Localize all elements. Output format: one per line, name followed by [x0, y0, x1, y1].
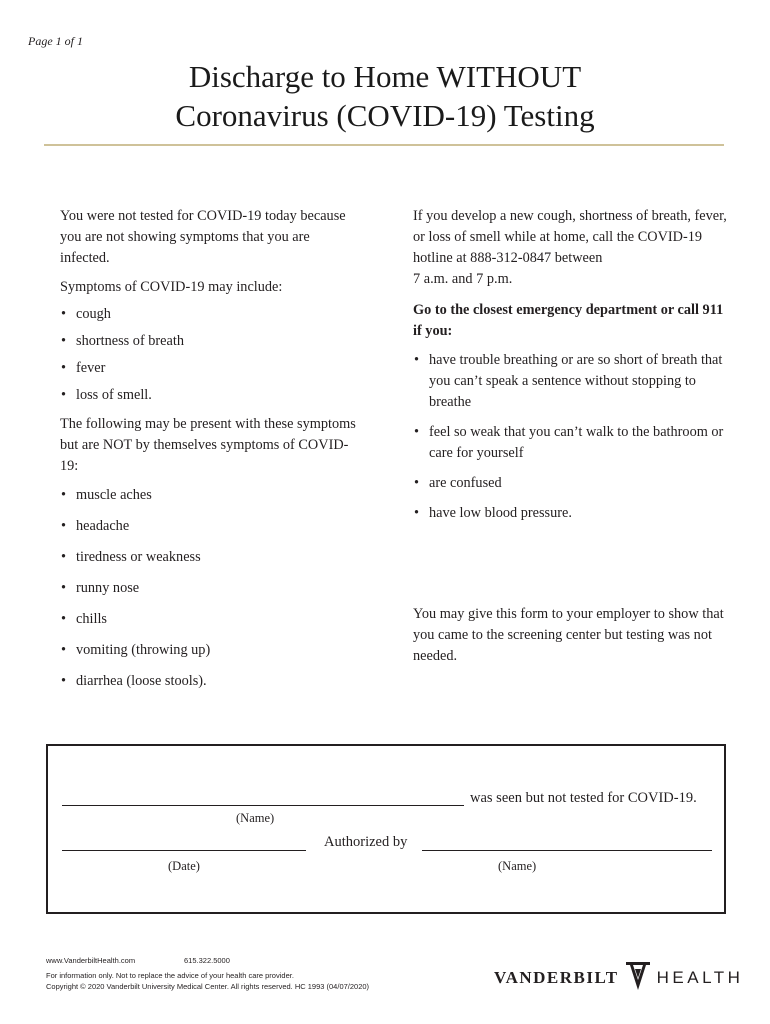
- left-column: [60, 206, 360, 692]
- vanderbilt-health-logo: [494, 962, 743, 994]
- footer-website: www.VanderbiltHealth.com: [46, 956, 136, 965]
- list-item: • loss of smell.: [60, 385, 360, 406]
- list-item: • runny nose: [60, 578, 360, 599]
- list-item: • cough: [60, 304, 360, 325]
- employer-note: You may give this form to your employer to show that you came to the screening center but testing was not needed.: [413, 606, 724, 664]
- list-item: • muscle aches: [60, 485, 360, 506]
- emergency-list: [413, 350, 733, 524]
- symptoms-list: [60, 304, 360, 406]
- page-title-line-2: Coronavirus (COVID-19) Testing: [175, 98, 595, 133]
- footer-disclaimer: For information only. Not to replace the advice of your health care provider.: [46, 971, 294, 980]
- page-title-line-1: Discharge to Home WITHOUT: [188, 59, 582, 94]
- logo-text-left: VANDERBILT: [494, 968, 619, 987]
- authorization-form: [46, 744, 726, 914]
- page-number: Page 1 of 1: [28, 34, 83, 48]
- name-caption: (Name): [236, 811, 275, 825]
- hotline-paragraph: If you develop a new cough, shortness of breath, fever, or loss of smell while at home, call the COVID-19 hotline at 888-312-0847 between: [413, 208, 727, 266]
- symptoms-heading: Symptoms of COVID-19 may include:: [60, 279, 283, 295]
- authorizer-name-line[interactable]: [422, 850, 712, 851]
- intro-paragraph: You were not tested for COVID-19 today because you are not showing symptoms that you are infected.: [60, 208, 346, 266]
- title-divider: [44, 144, 724, 146]
- list-item: • have trouble breathing or are so short of breath that you can’t speak a sentence without stopping to breathe: [413, 350, 733, 413]
- footer-phone: 615.322.5000: [184, 956, 230, 965]
- authorized-by-label: Authorized by: [324, 834, 408, 850]
- list-item: • fever: [60, 358, 360, 379]
- list-item: • are confused: [413, 473, 733, 494]
- other-symptoms-list: [60, 485, 360, 692]
- authorizer-name-caption: (Name): [498, 859, 537, 873]
- footer-copyright: Copyright © 2020 Vanderbilt University Medical Center. All rights reserved. HC 1993 (04/07/2020): [46, 982, 370, 991]
- list-item: • have low blood pressure.: [413, 503, 733, 524]
- list-item: • diarrhea (loose stools).: [60, 671, 360, 692]
- list-item: • chills: [60, 609, 360, 630]
- date-line[interactable]: [62, 850, 306, 851]
- list-item: • feel so weak that you can’t walk to the bathroom or care for yourself: [413, 422, 733, 464]
- right-column: [413, 206, 733, 524]
- emergency-heading: Go to the closest emergency department or call 911 if you:: [413, 302, 724, 339]
- patient-name-line[interactable]: [62, 805, 464, 806]
- other-symptoms-heading: The following may be present with these symptoms but are NOT by themselves symptoms of COVID-19:: [60, 416, 356, 474]
- seen-statement: was seen but not tested for COVID-19.: [470, 790, 697, 806]
- date-caption: (Date): [168, 859, 200, 873]
- hotline-hours: 7 a.m. and 7 p.m.: [413, 271, 513, 287]
- list-item: • tiredness or weakness: [60, 547, 360, 568]
- shield-v-icon: [625, 961, 651, 996]
- list-item: • headache: [60, 516, 360, 537]
- list-item: • shortness of breath: [60, 331, 360, 352]
- list-item: • vomiting (throwing up): [60, 640, 360, 661]
- logo-text-right: HEALTH: [656, 968, 744, 987]
